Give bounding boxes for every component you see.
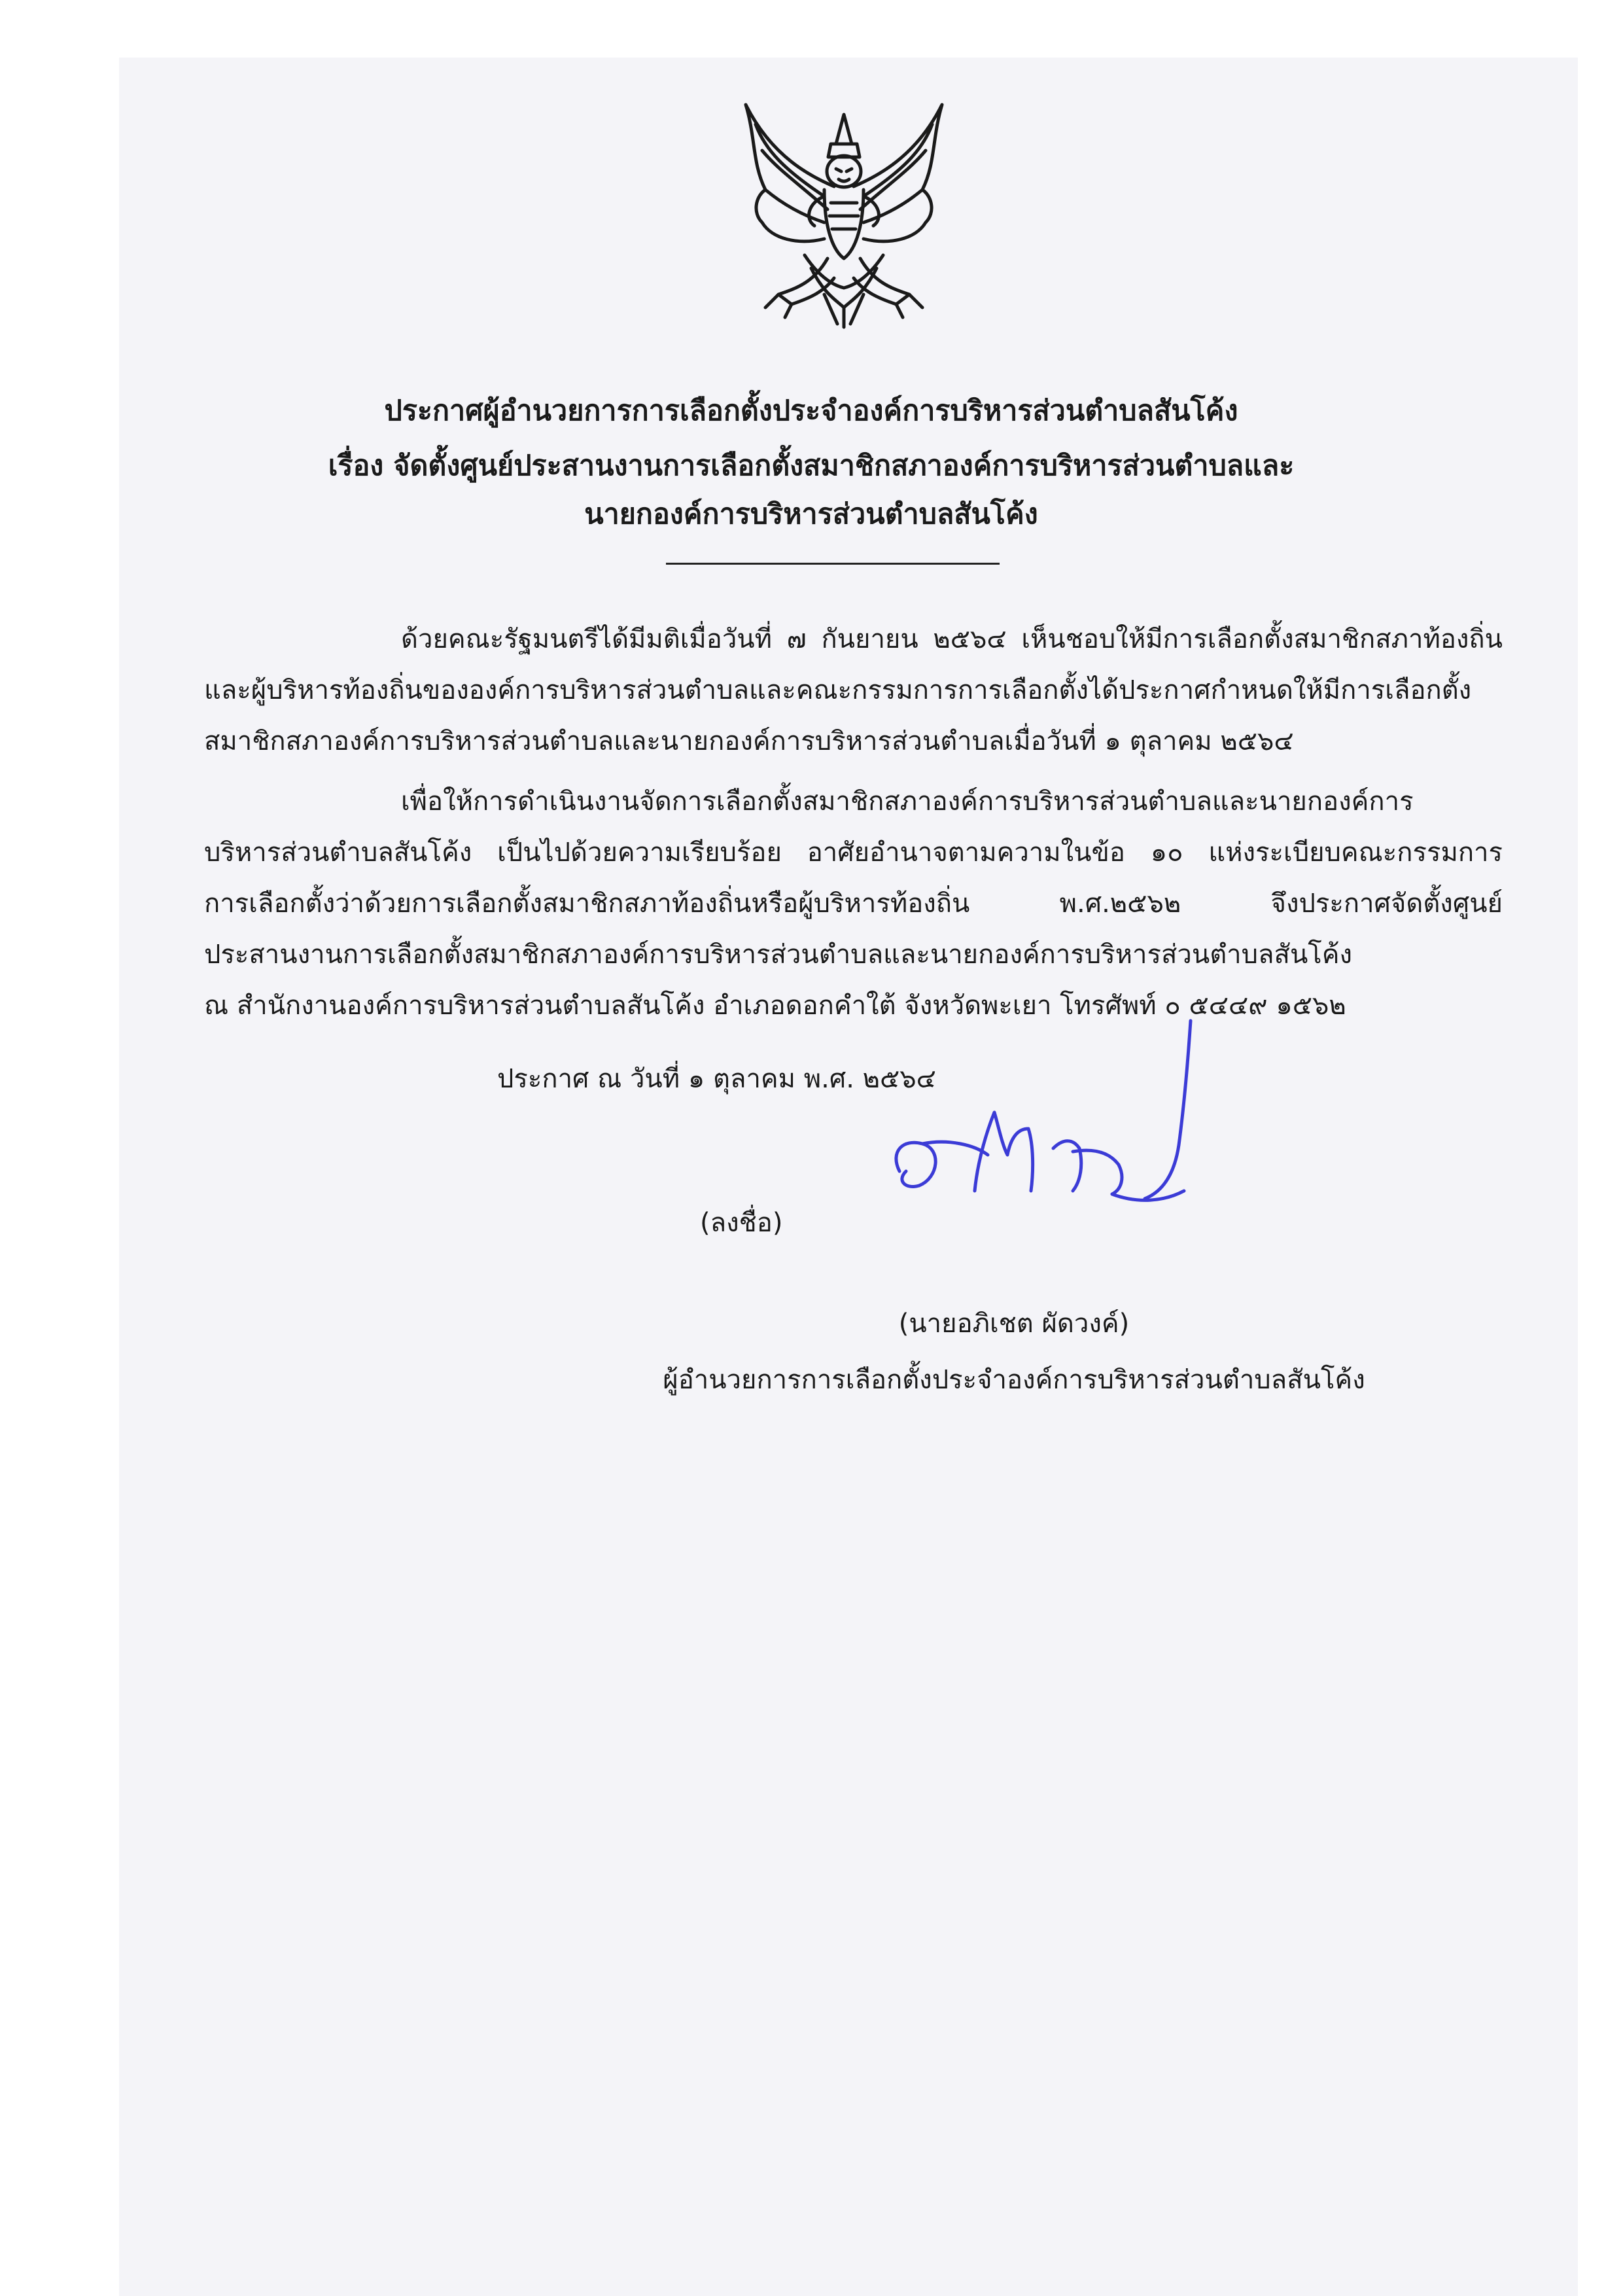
announcement-subject: เรื่อง จัดตั้งศูนย์ประสานงานการเลือกตั้งสมาชิกสภาองค์การบริหารส่วนตำบลและ <box>328 450 1295 482</box>
announcement-title: ประกาศผู้อำนวยการการเลือกตั้งประจำองค์การบริหารส่วนตำบลสันโค้ง <box>384 395 1238 427</box>
paragraph-2-line: การเลือกตั้งว่าด้วยการเลือกตั้งสมาชิกสภาท้องถิ่นหรือผู้บริหารท้องถิ่น พ.ศ.๒๕๖๒ จึงประกาศจัดตั้งศูนย์ <box>204 889 1503 919</box>
paragraph-2-line: เพื่อให้การดำเนินงานจัดการเลือกตั้งสมาชิกสภาองค์การบริหารส่วนตำบลและนายกองค์การ <box>401 786 1414 817</box>
handwritten-signature <box>877 1014 1243 1289</box>
paragraph-1-line: และผู้บริหารท้องถิ่นขององค์การบริหารส่วนตำบลและคณะกรรมการการเลือกตั้งได้ประกาศกำหนดให้มีการเลือกตั้ง <box>204 675 1472 705</box>
signer-position: ผู้อำนวยการการเลือกตั้งประจำองค์การบริหารส่วนตำบลสันโค้ง <box>663 1365 1365 1395</box>
paragraph-1-line: ด้วยคณะรัฐมนตรีได้มีมติเมื่อวันที่ ๗ กันยายน ๒๕๖๔ เห็นชอบให้มีการเลือกตั้งสมาชิกสภาท้องถิ่น <box>401 624 1503 654</box>
garuda-emblem <box>726 98 962 334</box>
paragraph-2-line: บริหารส่วนตำบลสันโค้ง เป็นไปด้วยความเรียบร้อย อาศัยอำนาจตามความในข้อ ๑๐ แห่งระเบียบคณะกรรมการ <box>204 838 1503 868</box>
sign-label: (ลงชื่อ) <box>700 1208 783 1238</box>
paragraph-1-line: สมาชิกสภาองค์การบริหารส่วนตำบลและนายกองค์การบริหารส่วนตำบลเมื่อวันที่ ๑ ตุลาคม ๒๕๖๔ <box>204 726 1294 756</box>
title-underline <box>666 563 1000 565</box>
paragraph-2-line: ณ สำนักงานองค์การบริหารส่วนตำบลสันโค้ง อำเภอดอกคำใต้ จังหวัดพะเยา โทรศัพท์ ๐ ๕๔๔๙ ๑๕๖๒ <box>204 991 1346 1021</box>
announcement-subject-continued: นายกองค์การบริหารส่วนตำบลสันโค้ง <box>584 498 1038 531</box>
signer-name: (นายอภิเชต ผัดวงค์) <box>898 1309 1130 1339</box>
paragraph-2-line: ประสานงานการเลือกตั้งสมาชิกสภาองค์การบริหารส่วนตำบลและนายกองค์การบริหารส่วนตำบลสันโค้ง <box>204 940 1353 970</box>
announcement-date: ประกาศ ณ วันที่ ๑ ตุลาคม พ.ศ. ๒๕๖๔ <box>497 1064 936 1094</box>
